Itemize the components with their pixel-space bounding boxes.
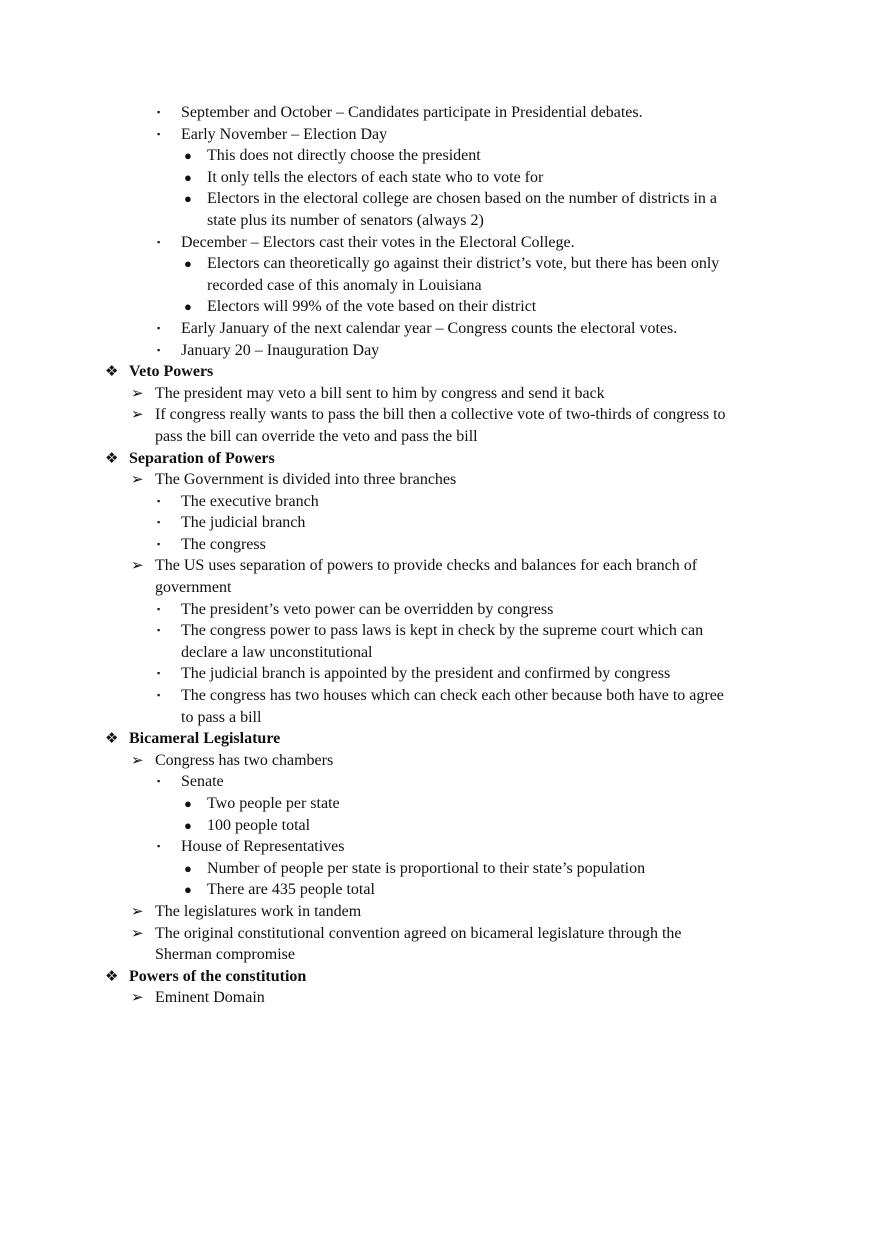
square-bullet-icon: ▪ [157, 668, 161, 679]
list-item [0, 469, 880, 491]
item-text: It only tells the electors of each state who to vote for [207, 168, 544, 186]
list-item [0, 512, 880, 534]
item-text: The president’s veto power can be overridden by congress [181, 600, 554, 618]
section-heading [0, 448, 880, 470]
item-text: December – Electors cast their votes in the Electoral College. [181, 233, 575, 251]
heading-text: Veto Powers [129, 363, 214, 381]
section-heading [0, 966, 880, 988]
item-text: declare a law unconstitutional [181, 643, 373, 661]
square-bullet-icon: ▪ [157, 344, 161, 355]
list-item [0, 404, 880, 426]
round-bullet-icon: ● [184, 817, 192, 833]
item-text: Electors will 99% of the vote based on their district [207, 298, 537, 316]
item-text: recorded case of this anomaly in Louisiana [207, 276, 482, 294]
diamond-bullet-icon: ❖ [105, 729, 119, 748]
list-item [0, 340, 880, 362]
list-item [0, 253, 880, 275]
square-bullet-icon: ▪ [157, 625, 161, 636]
item-text: state plus its number of senators (always 2) [207, 211, 484, 229]
square-bullet-icon: ▪ [157, 128, 161, 139]
section-heading [0, 728, 880, 750]
round-bullet-icon: ● [184, 299, 192, 315]
item-text: The judicial branch is appointed by the president and confirmed by congress [181, 665, 671, 683]
square-bullet-icon: ▪ [157, 517, 161, 528]
list-item [0, 232, 880, 254]
square-bullet-icon: ▪ [157, 690, 161, 701]
arrow-bullet-icon: ➢ [131, 901, 144, 920]
item-text: government [155, 579, 232, 597]
round-bullet-icon: ● [184, 860, 192, 876]
list-item [0, 879, 880, 901]
round-bullet-icon: ● [184, 256, 192, 272]
list-item [0, 599, 880, 621]
square-bullet-icon: ▪ [157, 841, 161, 852]
item-text: Congress has two chambers [155, 751, 334, 769]
list-item [0, 555, 880, 577]
round-bullet-icon: ● [184, 882, 192, 898]
list-item [0, 642, 880, 664]
item-text: Early January of the next calendar year – Congress counts the electoral votes. [181, 319, 678, 337]
list-item [0, 836, 880, 858]
item-text: If congress really wants to pass the bill then a collective vote of two-thirds of congress to [155, 406, 726, 424]
item-text: House of Representatives [181, 838, 345, 856]
item-text: September and October – Candidates participate in Presidential debates. [181, 104, 643, 121]
arrow-bullet-icon: ➢ [131, 923, 144, 942]
list-item [0, 901, 880, 923]
arrow-bullet-icon: ➢ [131, 750, 144, 769]
list-item [0, 491, 880, 513]
list-item [0, 858, 880, 880]
list-item [0, 577, 880, 599]
list-item [0, 685, 880, 707]
list-item [0, 944, 880, 966]
list-item [0, 815, 880, 837]
round-bullet-icon: ● [184, 169, 192, 185]
item-text: Sherman compromise [155, 946, 295, 964]
list-item [0, 620, 880, 642]
list-item [0, 318, 880, 340]
square-bullet-icon: ▪ [157, 107, 161, 117]
diamond-bullet-icon: ❖ [105, 362, 119, 381]
round-bullet-icon: ● [184, 148, 192, 164]
heading-text: Powers of the constitution [129, 967, 307, 985]
item-text: The congress has two houses which can check each other because both have to agree [181, 687, 724, 705]
list-item [0, 167, 880, 189]
item-text: The US uses separation of powers to provide checks and balances for each branch of [155, 557, 698, 575]
heading-text: Separation of Powers [129, 449, 275, 467]
square-bullet-icon: ▪ [157, 495, 161, 506]
item-text: Electors can theoretically go against their district’s vote, but there has been only [207, 255, 720, 273]
list-item [0, 383, 880, 405]
item-text: January 20 – Inauguration Day [181, 341, 380, 359]
item-text: The congress power to pass laws is kept in check by the supreme court which can [181, 622, 704, 640]
list-item [0, 771, 880, 793]
item-text: Senate [181, 773, 224, 791]
list-item [0, 210, 880, 232]
item-text: Electors in the electoral college are chosen based on the number of districts in a [207, 190, 718, 208]
list-item [0, 145, 880, 167]
document-page [0, 102, 880, 1009]
item-text: Number of people per state is proportional to their state’s population [207, 859, 646, 877]
item-text: The executive branch [181, 492, 319, 510]
list-item [0, 987, 880, 1009]
list-item [0, 124, 880, 146]
arrow-bullet-icon: ➢ [131, 383, 144, 402]
arrow-bullet-icon: ➢ [131, 405, 144, 424]
list-item [0, 663, 880, 685]
arrow-bullet-icon: ➢ [131, 556, 144, 575]
item-text: There are 435 people total [207, 881, 375, 899]
list-item [0, 793, 880, 815]
heading-text: Bicameral Legislature [129, 730, 281, 748]
list-item [0, 426, 880, 448]
item-text: Eminent Domain [155, 989, 265, 1007]
item-text: The judicial branch [181, 514, 306, 532]
round-bullet-icon: ● [184, 796, 192, 811]
list-item [0, 275, 880, 297]
diamond-bullet-icon: ❖ [105, 966, 119, 985]
square-bullet-icon: ▪ [157, 236, 161, 247]
list-item [0, 750, 880, 772]
arrow-bullet-icon: ➢ [131, 988, 144, 1007]
item-text: to pass a bill [181, 708, 262, 726]
square-bullet-icon: ▪ [157, 322, 161, 333]
list-item [0, 296, 880, 318]
list-item [0, 923, 880, 945]
item-text: 100 people total [207, 816, 311, 834]
item-text: Early November – Election Day [181, 125, 388, 143]
item-text: The congress [181, 535, 266, 553]
diamond-bullet-icon: ❖ [105, 448, 119, 467]
list-item [0, 188, 880, 210]
item-text: Two people per state [207, 795, 340, 812]
square-bullet-icon: ▪ [157, 538, 161, 549]
round-bullet-icon: ● [184, 191, 192, 207]
item-text: The Government is divided into three branches [155, 471, 457, 489]
item-text: The legislatures work in tandem [155, 902, 362, 920]
square-bullet-icon: ▪ [157, 603, 161, 614]
list-item [0, 707, 880, 729]
square-bullet-icon: ▪ [157, 776, 161, 787]
arrow-bullet-icon: ➢ [131, 470, 144, 489]
item-text: The original constitutional convention agreed on bicameral legislature through the [155, 924, 682, 942]
list-item [0, 534, 880, 556]
item-text: pass the bill can override the veto and pass the bill [155, 427, 478, 445]
item-text: This does not directly choose the president [207, 147, 481, 165]
list-item [0, 102, 880, 124]
section-heading [0, 361, 880, 383]
item-text: The president may veto a bill sent to him by congress and send it back [155, 384, 605, 402]
